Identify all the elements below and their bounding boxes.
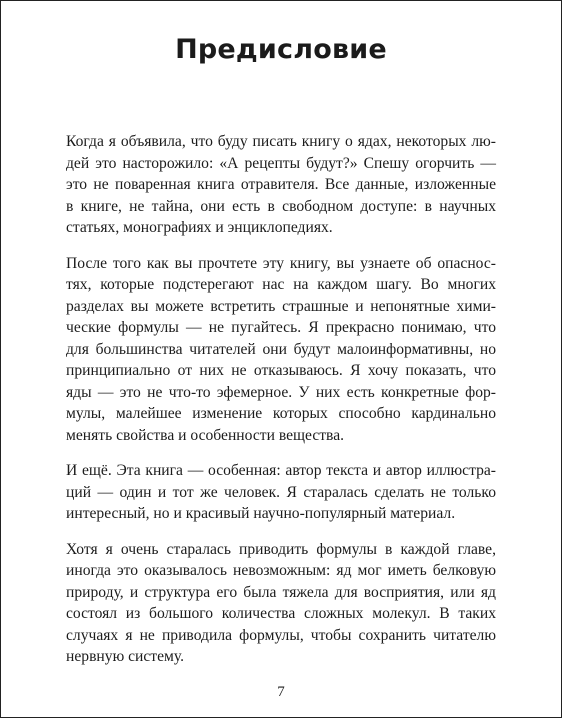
text-line: Когда я объявила, что буду писать книгу о ядах, некоторых лю- — [66, 133, 496, 150]
text-line: тях, которые подстерегают нас на каждом шагу. Во многих — [66, 276, 496, 293]
text-line: Хотя я очень старалась приводить формулы в каждой главе, — [66, 540, 496, 558]
text-line: мулы, малейшее изменение которых способно кардинально — [66, 405, 496, 422]
text-line: нервную систему. — [66, 648, 185, 665]
text-line: в книге, не тайна, они есть в свободном доступе: в научных — [66, 197, 496, 215]
paragraph-2 — [66, 253, 496, 447]
text-line: менять свойства и особенности вещества. — [66, 426, 345, 444]
text-line: И ещё. Эта книга — особенная: автор текста и автор иллюстра- — [66, 462, 496, 479]
text-line: случаях я не приводила формулы, чтобы сохранить читателю — [66, 626, 496, 644]
paragraph-1 — [66, 131, 496, 239]
paragraph-3 — [66, 460, 496, 525]
text-line: разделах вы можете встретить страшные и непонятные хими- — [66, 297, 496, 315]
text-line: ческие формулы — не пугайтесь. Я прекрасно понимаю, что — [66, 319, 496, 336]
text-line: природу, и структура его была тяжела для восприятия, или яд — [66, 583, 496, 601]
paragraph-4 — [66, 539, 496, 668]
text-line: принципиально от них не отказываюсь. Я хочу показать, что — [66, 362, 496, 379]
text-line: дей это насторожило: «А рецепты будут?» Спешу огорчить — — [66, 154, 496, 172]
text-line: интересный, но и красивый научно-популярный материал. — [66, 505, 456, 522]
text-line: статьях, монографиях и энциклопедиях. — [66, 219, 333, 236]
page-number: 7 — [277, 684, 285, 700]
body-text — [66, 131, 496, 682]
text-line: После того как вы прочтете эту книгу, вы узнаете об опаснос- — [66, 254, 496, 272]
text-line: состоял из большого количества сложных молекул. В таких — [66, 605, 496, 622]
text-line: это не поваренная книга отравителя. Все данные, изложенные — [66, 176, 496, 193]
page-title: Предисловие — [175, 34, 387, 65]
text-line: ций — один и тот же человек. Я старалась сделать не только — [66, 483, 496, 501]
text-line: иногда это оказывалось невозможным: яд мог иметь белковую — [66, 562, 496, 579]
text-line: для большинства читателей они будут малоинформативны, но — [66, 340, 496, 358]
text-line: яды — это не что-то эфемерное. У них есть конкретные фор- — [66, 383, 496, 401]
